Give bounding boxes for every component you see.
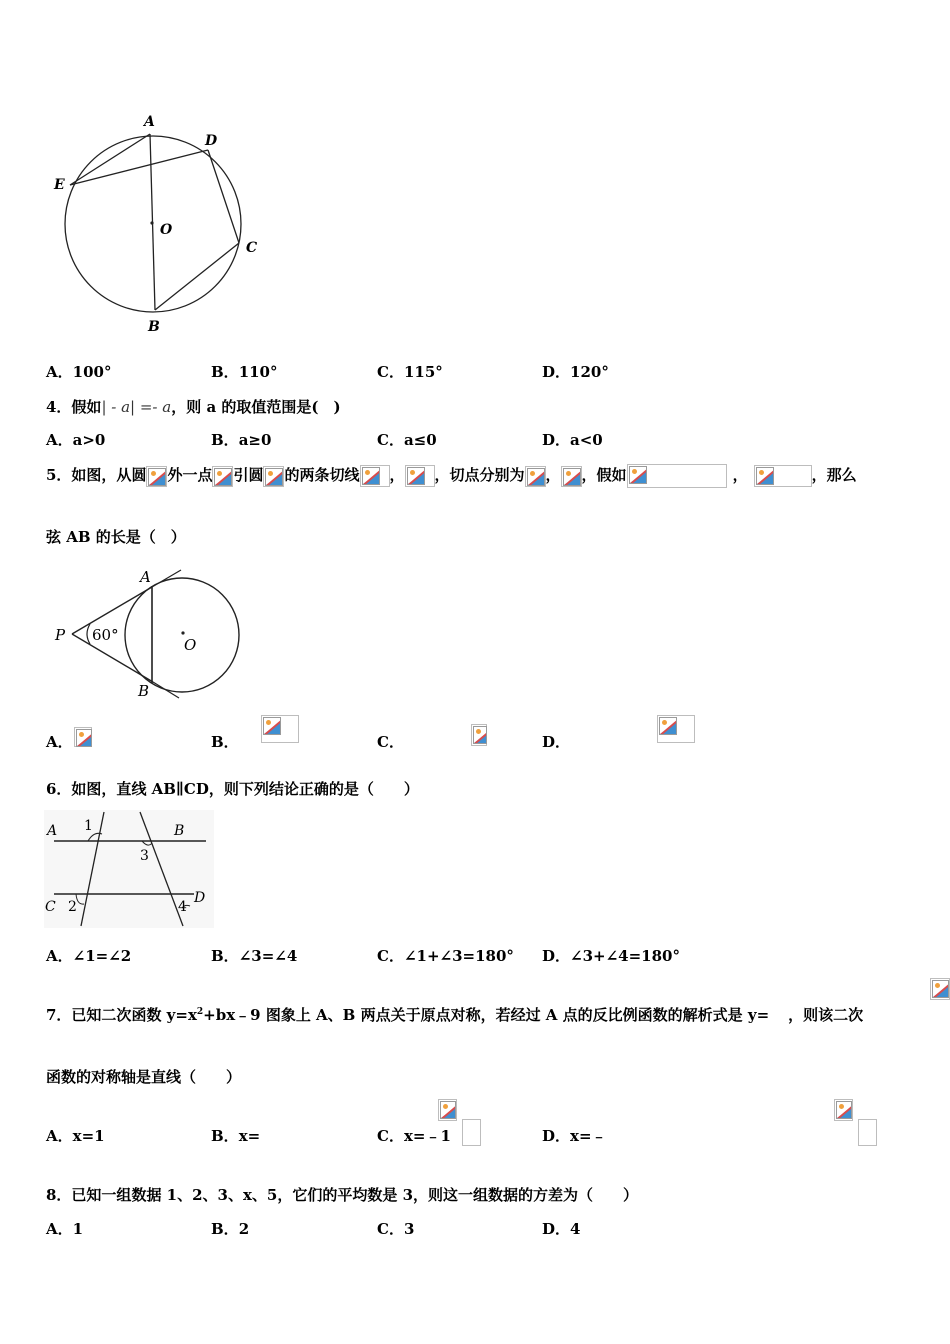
option-text: x=﹣1 bbox=[403, 1127, 451, 1145]
broken-image-icon bbox=[405, 465, 435, 487]
broken-image-icon bbox=[525, 466, 546, 487]
label-a: A bbox=[144, 114, 155, 130]
q7-exponent: 2 bbox=[196, 1007, 204, 1017]
q5-seg7: ，那么 bbox=[811, 466, 857, 484]
option-letter: A． bbox=[46, 947, 73, 965]
option-text: a>0 bbox=[72, 431, 106, 449]
q4-prefix: 4．假如 bbox=[46, 398, 102, 416]
broken-image-icon bbox=[146, 466, 167, 487]
q5-seg3: 引圆 bbox=[233, 466, 264, 484]
option-text: 115° bbox=[403, 363, 443, 381]
fraction-denominator-box bbox=[858, 1119, 877, 1146]
broken-image-icon bbox=[261, 715, 299, 743]
option-letter: B． bbox=[211, 363, 239, 381]
q7-option-d[interactable] bbox=[542, 1125, 607, 1146]
option-letter: D． bbox=[542, 1127, 571, 1145]
fraction-denominator-box bbox=[462, 1119, 481, 1146]
option-letter: C． bbox=[377, 363, 404, 381]
q5-stem-line2: 弦 AB 的长是（ ） bbox=[46, 528, 186, 546]
option-letter: D． bbox=[542, 733, 571, 751]
q6-option-b[interactable] bbox=[211, 945, 297, 966]
option-text: x= bbox=[238, 1127, 261, 1145]
label-4: 4 bbox=[178, 899, 187, 915]
broken-image-icon bbox=[471, 724, 487, 746]
option-text: 100° bbox=[72, 363, 112, 381]
q6-option-d[interactable] bbox=[542, 945, 680, 966]
option-text: 2 bbox=[238, 1220, 250, 1238]
label-b: B bbox=[138, 682, 150, 700]
option-text: ∠1=∠2 bbox=[72, 947, 132, 965]
label-o: O bbox=[160, 222, 173, 238]
option-text: 110° bbox=[238, 363, 278, 381]
label-o: O bbox=[184, 636, 197, 654]
q7-option-a[interactable] bbox=[46, 1125, 105, 1146]
q5-sep3: ， bbox=[732, 466, 748, 484]
option-text: 3 bbox=[403, 1220, 415, 1238]
q7-rest: +bx﹣9 图象上 A、B 两点关于原点对称，若经过 A 点的反比例函数的解析式是 y= bbox=[203, 1006, 770, 1024]
q5-seg2: 外一点 bbox=[167, 466, 213, 484]
option-letter: A． bbox=[46, 363, 73, 381]
broken-image-icon bbox=[627, 464, 727, 488]
option-letter: D． bbox=[542, 1220, 571, 1238]
label-e: E bbox=[54, 177, 65, 193]
option-text: 120° bbox=[570, 363, 609, 381]
q8-option-c[interactable] bbox=[377, 1218, 414, 1239]
q5-option-a[interactable] bbox=[46, 731, 73, 752]
q5-sep1: ， bbox=[389, 466, 405, 484]
q7-stem-line2: 函数的对称轴是直线（ ） bbox=[46, 1068, 242, 1086]
q6-option-c[interactable] bbox=[377, 945, 514, 966]
broken-image-icon bbox=[212, 466, 233, 487]
broken-image-icon bbox=[834, 1099, 853, 1121]
q4-option-d[interactable] bbox=[542, 429, 603, 450]
q7-stem-line1 bbox=[46, 1004, 863, 1025]
broken-image-icon bbox=[438, 1099, 457, 1121]
broken-image-icon bbox=[657, 715, 695, 743]
label-3: 3 bbox=[140, 848, 149, 864]
broken-image-icon bbox=[360, 465, 390, 487]
option-text: x=﹣ bbox=[570, 1127, 607, 1145]
broken-image-icon bbox=[561, 466, 582, 487]
q4-stem bbox=[46, 396, 341, 417]
option-letter: C． bbox=[377, 1127, 404, 1145]
label-c: C bbox=[45, 899, 56, 915]
q5-seg6: ，假如 bbox=[581, 466, 627, 484]
q5-option-b[interactable] bbox=[211, 731, 239, 752]
q6-stem: 6．如图，直线 AB∥CD，则下列结论正确的是（ ） bbox=[46, 780, 419, 798]
tangent-lines-figure bbox=[48, 560, 248, 705]
option-letter: A． bbox=[46, 1127, 73, 1145]
option-letter: B． bbox=[211, 431, 239, 449]
q3-option-a[interactable] bbox=[46, 361, 111, 382]
option-letter: B． bbox=[211, 733, 239, 751]
q4-expression: | - a| =- a bbox=[101, 398, 172, 416]
broken-image-icon bbox=[263, 466, 284, 487]
q7-option-c[interactable] bbox=[377, 1125, 451, 1146]
option-letter: A． bbox=[46, 1220, 73, 1238]
q4-suffix: ，则 a 的取值范围是( ) bbox=[171, 398, 341, 416]
option-text: x=1 bbox=[72, 1127, 105, 1145]
label-b: B bbox=[174, 823, 185, 839]
q6-option-a[interactable] bbox=[46, 945, 131, 966]
option-letter: B． bbox=[211, 1127, 239, 1145]
label-a: A bbox=[47, 823, 58, 839]
label-p: P bbox=[55, 626, 66, 644]
option-text: 4 bbox=[570, 1220, 581, 1238]
label-1: 1 bbox=[84, 818, 93, 834]
option-text: a≤0 bbox=[403, 431, 437, 449]
label-d: D bbox=[194, 890, 206, 906]
q7-option-b[interactable] bbox=[211, 1125, 260, 1146]
q3-option-b[interactable] bbox=[211, 361, 278, 382]
q3-option-d[interactable] bbox=[542, 361, 609, 382]
option-letter: D． bbox=[542, 363, 571, 381]
q5-option-c[interactable] bbox=[377, 731, 404, 752]
q8-option-a[interactable] bbox=[46, 1218, 83, 1239]
option-letter: C． bbox=[377, 1220, 404, 1238]
option-letter: B． bbox=[211, 1220, 239, 1238]
parallel-lines-figure bbox=[44, 810, 214, 928]
q5-sep2: ， bbox=[545, 466, 561, 484]
q7-lead: 7．已知二次函数 y=x bbox=[46, 1006, 197, 1024]
option-letter: A． bbox=[46, 733, 73, 751]
label-b: B bbox=[148, 319, 160, 335]
label-a: A bbox=[140, 568, 151, 586]
q3-option-c[interactable] bbox=[377, 361, 443, 382]
option-letter: C． bbox=[377, 431, 404, 449]
q8-stem: 8．已知一组数据 1、2、3、x、5，它们的平均数是 3，则这一组数据的方差为（ ） bbox=[46, 1186, 639, 1204]
q4-option-a[interactable] bbox=[46, 429, 105, 450]
option-letter: C． bbox=[377, 733, 404, 751]
q5-seg5: ，切点分别为 bbox=[434, 466, 525, 484]
option-text: a<0 bbox=[570, 431, 603, 449]
option-letter: B． bbox=[211, 947, 239, 965]
q5-option-d[interactable] bbox=[542, 731, 570, 752]
q4-option-b[interactable] bbox=[211, 429, 271, 450]
label-d: D bbox=[205, 133, 218, 149]
broken-image-icon bbox=[754, 465, 812, 487]
option-text: ∠1+∠3=180° bbox=[403, 947, 514, 965]
q7-tail: ，则该二次 bbox=[788, 1006, 864, 1024]
option-text: a≥0 bbox=[238, 431, 272, 449]
option-text: ∠3+∠4=180° bbox=[570, 947, 680, 965]
option-letter: A． bbox=[46, 431, 73, 449]
q5-stem-line1 bbox=[46, 462, 857, 488]
broken-image-icon bbox=[930, 978, 950, 1000]
broken-image-icon bbox=[74, 727, 92, 747]
option-letter: C． bbox=[377, 947, 404, 965]
q8-option-b[interactable] bbox=[211, 1218, 249, 1239]
option-letter: D． bbox=[542, 947, 571, 965]
q5-seg1: 5．如图，从圆 bbox=[46, 466, 147, 484]
option-text: 1 bbox=[72, 1220, 84, 1238]
option-text: ∠3=∠4 bbox=[238, 947, 298, 965]
option-letter: D． bbox=[542, 431, 571, 449]
q8-option-d[interactable] bbox=[542, 1218, 580, 1239]
q4-option-c[interactable] bbox=[377, 429, 437, 450]
circle-pentagon-figure bbox=[45, 110, 275, 340]
label-c: C bbox=[246, 240, 258, 256]
q5-seg4: 的两条切线 bbox=[284, 466, 360, 484]
label-2: 2 bbox=[68, 899, 77, 915]
label-angle: 60° bbox=[92, 626, 119, 644]
